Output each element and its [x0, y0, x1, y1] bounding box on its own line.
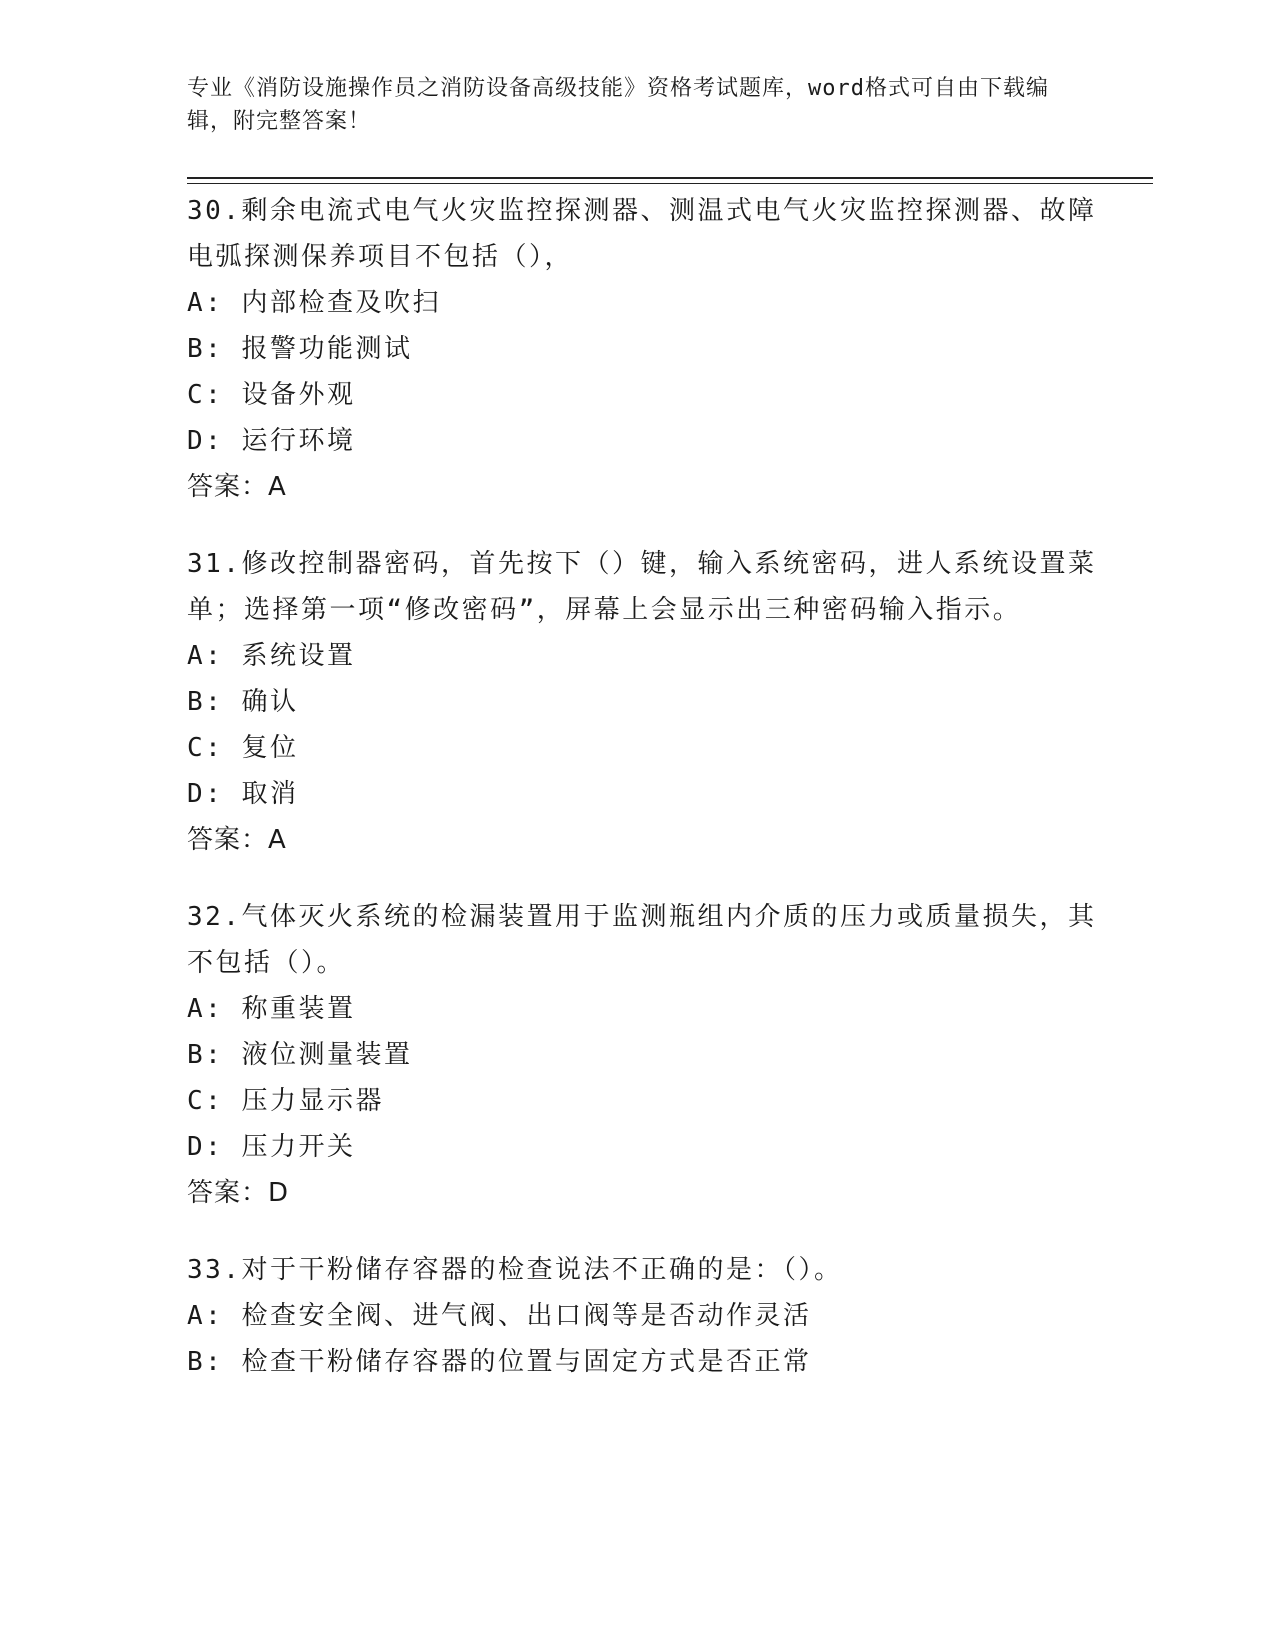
option-b: B: 检查干粉储存容器的位置与固定方式是否正常	[187, 1347, 812, 1377]
option-a: A: 称重装置	[187, 994, 356, 1024]
answer-line: 答案：A	[187, 825, 287, 855]
option-b: B: 报警功能测试	[187, 334, 413, 364]
question-31	[187, 541, 1107, 863]
option-b: B: 确认	[187, 687, 299, 717]
option-a: A: 系统设置	[187, 641, 356, 671]
question-32	[187, 894, 1107, 1216]
question-30	[187, 188, 1107, 510]
option-b: B: 液位测量装置	[187, 1040, 413, 1070]
question-stem: 30.剩余电流式电气火灾监控探测器、测温式电气火灾监控探测器、故障电弧探测保养项目不包括（），	[187, 196, 1097, 272]
option-d: D: 运行环境	[187, 426, 356, 456]
option-d: D: 取消	[187, 779, 299, 809]
option-d: D: 压力开关	[187, 1132, 356, 1162]
question-stem: 31.修改控制器密码，首先按下（）键，输入系统密码，进人系统设置菜单；选择第一项“修改密码”，屏幕上会显示出三种密码输入指示。	[187, 549, 1097, 625]
question-33	[187, 1247, 1107, 1385]
answer-line: 答案：A	[187, 472, 287, 502]
option-c: C: 压力显示器	[187, 1086, 384, 1116]
question-stem: 33.对于干粉储存容器的检查说法不正确的是：（）。	[187, 1255, 843, 1285]
option-a: A: 检查安全阀、进气阀、出口阀等是否动作灵活	[187, 1301, 812, 1331]
option-c: C: 复位	[187, 733, 299, 763]
question-list	[187, 188, 1107, 1416]
option-c: C: 设备外观	[187, 380, 356, 410]
header-text: 专业《消防设施操作员之消防设备高级技能》资格考试题库，word格式可自由下载编辑，附完整答案！	[187, 76, 1049, 134]
header-divider-thin	[187, 183, 1153, 184]
question-stem: 32.气体灭火系统的检漏装置用于监测瓶组内介质的压力或质量损失，其不包括（）。	[187, 902, 1097, 978]
option-a: A: 内部检查及吹扫	[187, 288, 441, 318]
answer-line: 答案：D	[187, 1178, 290, 1208]
header-divider-thick	[187, 177, 1153, 179]
